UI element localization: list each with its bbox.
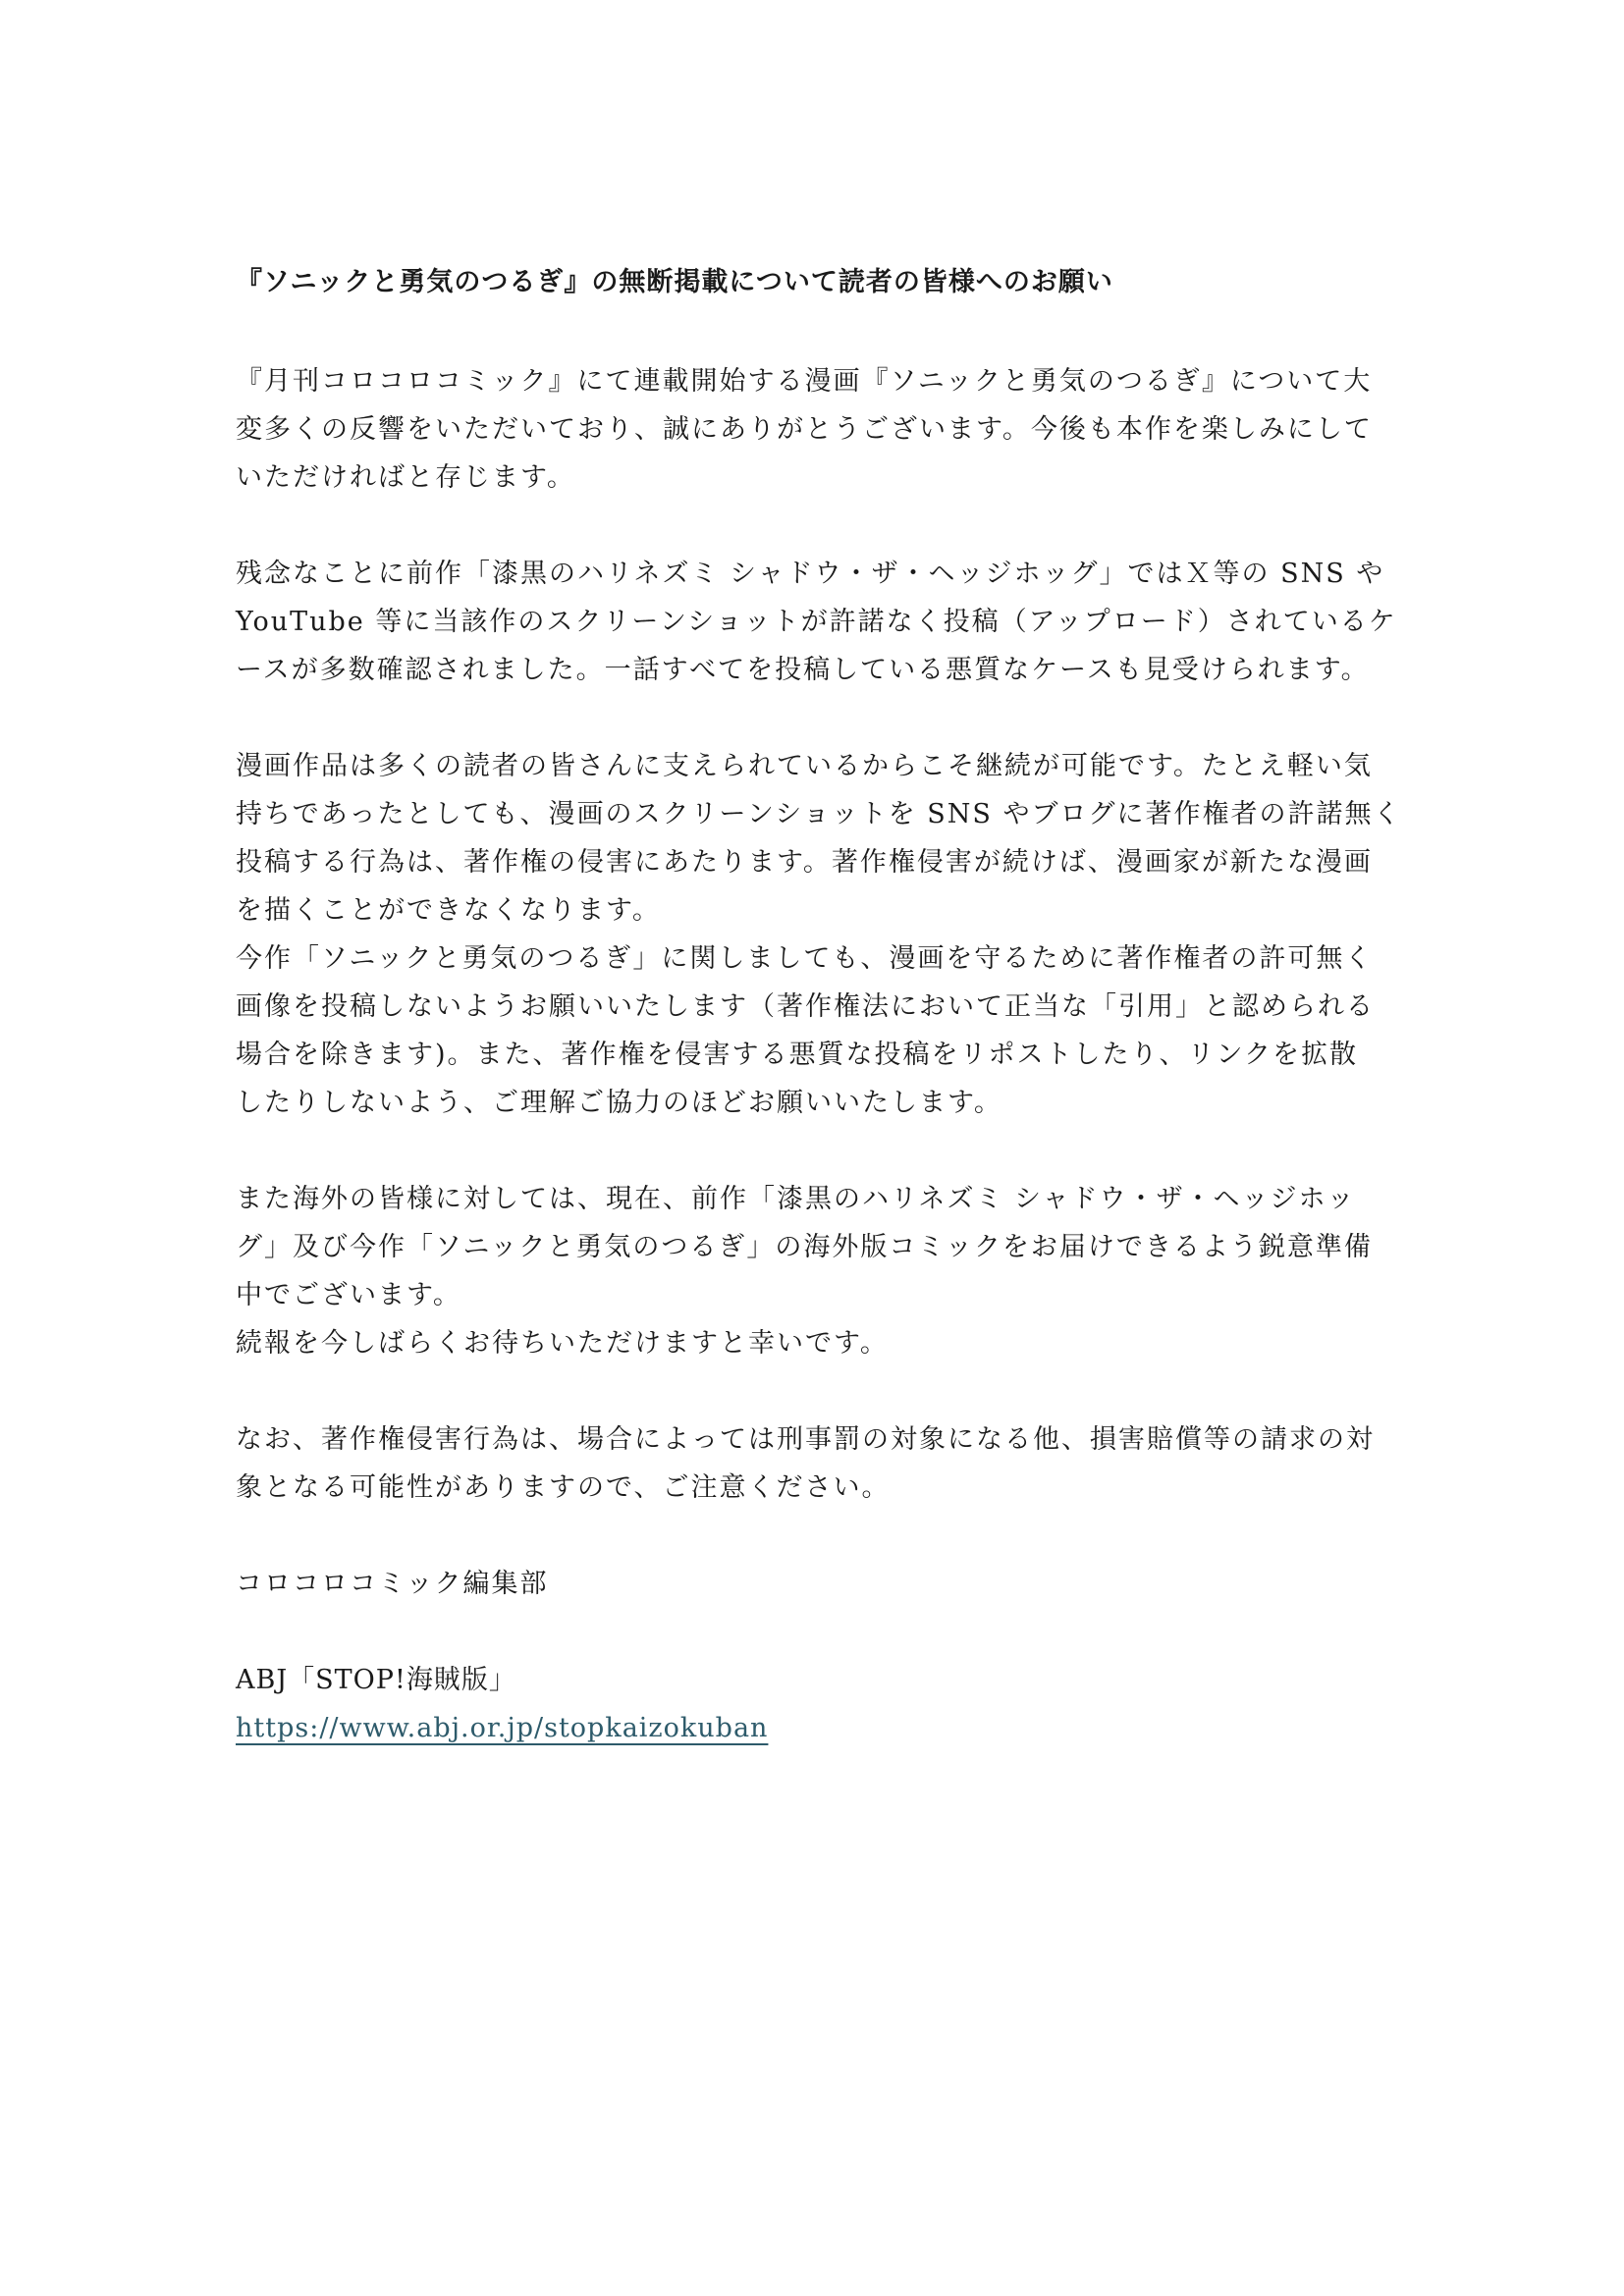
paragraph-line: 漫画作品は多くの読者の皆さんに支えられているからこそ継続が可能です。たとえ軽い気 <box>236 751 1373 781</box>
paragraph-line: また海外の皆様に対しては、現在、前作「漆黒のハリネズミ シャドウ・ザ・ヘッジホッ <box>236 1184 1356 1214</box>
paragraph-copyright-request <box>236 742 1402 1127</box>
document-title: 『ソニックと勇気のつるぎ』の無断掲載について読者の皆様へのお願い <box>236 267 1113 297</box>
document-page <box>236 263 1402 1752</box>
paragraph-line: 続報を今しばらくお待ちいただけますと幸いです。 <box>236 1328 889 1359</box>
paragraph-line: 中でございます。 <box>236 1280 461 1310</box>
paragraph-line: YouTube 等に当該作のスクリーンショットが許諾なく投稿（アップロード）されているケ <box>236 607 1397 637</box>
paragraph-line: 場合を除きます)。また、著作権を侵害する悪質な投稿をリポストしたり、リンクを拡散 <box>236 1040 1358 1070</box>
signature: コロコロコミック編集部 <box>236 1569 549 1599</box>
abj-link[interactable]: https://www.abj.or.jp/stopkaizokuban <box>236 1713 769 1743</box>
paragraph-notice <box>236 1415 1394 1512</box>
paragraph-line: 今作「ソニックと勇気のつるぎ」に関しましても、漫画を守るために著作権者の許可無く <box>236 943 1374 974</box>
paragraph-line: いただければと存じます。 <box>236 462 575 493</box>
paragraph-line: ースが多数確認されました。一話すべてを投稿している悪質なケースも見受けられます。 <box>236 655 1370 685</box>
paragraph-line: 象となる可能性がありますので、ご注意ください。 <box>236 1472 891 1503</box>
abj-label: ABJ「STOP!海賊版」 <box>236 1665 516 1695</box>
paragraph-line: を描くことができなくなります。 <box>236 895 661 926</box>
paragraph-thanks <box>236 357 1394 502</box>
paragraph-line: 『月刊コロコロコミック』にて連載開始する漫画『ソニックと勇気のつるぎ』について大 <box>236 366 1373 397</box>
paragraph-overseas <box>236 1175 1394 1367</box>
paragraph-line: 投稿する行為は、著作権の侵害にあたります。著作権侵害が続けば、漫画家が新たな漫画 <box>236 847 1373 878</box>
paragraph-line: グ」及び今作「ソニックと勇気のつるぎ」の海外版コミックをお届けできるよう鋭意準備 <box>236 1232 1373 1262</box>
abj-block <box>236 1656 1394 1752</box>
paragraph-line: 画像を投稿しないようお願いいたします（著作権法において正当な「引用」と認められる <box>236 991 1375 1022</box>
paragraph-line: 持ちであったとしても、漫画のスクリーンショットを SNS やブログに著作権者の許諾無く <box>236 799 1402 829</box>
paragraph-line: 残念なことに前作「漆黒のハリネズミ シャドウ・ザ・ヘッジホッグ」ではＸ等の SNS や <box>236 559 1385 589</box>
paragraph-line: したりしないよう、ご理解ご協力のほどお願いいたします。 <box>236 1088 1002 1118</box>
paragraph-previous-work <box>236 550 1397 694</box>
paragraph-line: なお、著作権侵害行為は、場合によっては刑事罰の対象になる他、損害賠償等の請求の対 <box>236 1424 1375 1455</box>
paragraph-line: 変多くの反響をいただいており、誠にありがとうございます。今後も本作を楽しみにして <box>236 414 1373 445</box>
